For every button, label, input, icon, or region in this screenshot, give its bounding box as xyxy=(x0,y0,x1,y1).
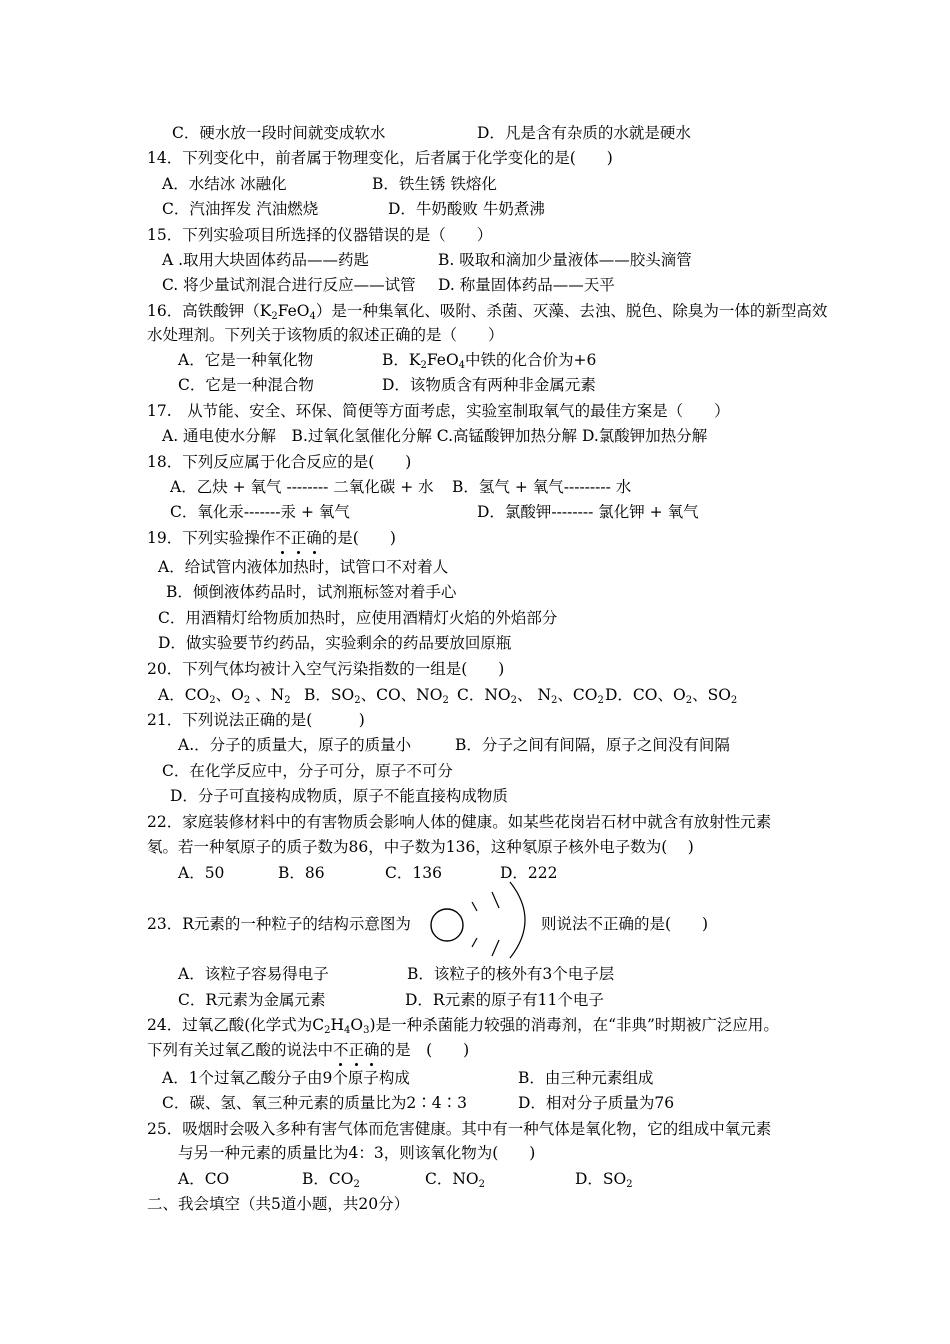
q22-option-c: C．136 xyxy=(385,864,442,882)
electron-shell-1-upper xyxy=(472,902,477,911)
q25-option-a: A．CO xyxy=(178,1170,230,1188)
q25-stem: 25．吸烟时会吸入多种有害气体而危害健康。其中有一种气体是氧化物，它的组成中氧元素 xyxy=(147,1120,772,1138)
q16-option-c: C．它是一种混合物 xyxy=(178,376,314,394)
q16-option-d: D．该物质含有两种非金属元素 xyxy=(382,376,596,394)
q21-option-b: B．分子之间有间隔，原子之间没有间隔 xyxy=(455,736,730,754)
q22-option-d: D．222 xyxy=(500,864,558,882)
nucleus-circle xyxy=(431,909,463,941)
q13-option-c: C．硬水放一段时间就变成软水 xyxy=(172,124,386,142)
q14-option-a: A．水结冰 冰融化 xyxy=(162,175,287,193)
q22-option-b: B．86 xyxy=(278,864,325,882)
emphasis-char: 确 xyxy=(306,529,322,547)
q25-option-c: C．$NO_2$ xyxy=(425,1170,486,1190)
electron-shell-3 xyxy=(510,882,525,958)
q25-stem-line2: 与另一种元素的质量比为4：3，则该氧化物为( ) xyxy=(178,1144,536,1162)
electron-shell-2-upper xyxy=(492,892,499,908)
q23-option-a: A．该粒子容易得电子 xyxy=(178,965,329,983)
q21-option-a: A.．分子的质量大，原子的质量小 xyxy=(178,736,412,754)
q19-option-d: D．做实验要节约药品，实验剩余的药品要放回原瓶 xyxy=(158,634,512,652)
q16-option-a: A．它是一种氧化物 xyxy=(178,351,314,369)
q14-option-b: B．铁生锈 铁熔化 xyxy=(372,175,497,193)
q20-stem: 20．下列气体均被计入空气污染指数的一组是( ) xyxy=(147,660,505,678)
q18-stem: 18．下列反应属于化合反应的是( ) xyxy=(147,453,412,471)
q22-option-a: A．50 xyxy=(178,864,225,882)
emphasis-char: 正 xyxy=(348,1041,365,1059)
q21-option-c: C．在化学反应中，分子可分，原子不可分 xyxy=(162,762,453,780)
atom-structure-diagram xyxy=(428,880,538,960)
electron-shell-2-lower xyxy=(492,940,499,956)
q15-option-d: D. 称量固体药品——天平 xyxy=(438,276,615,294)
q21-option-d: D．分子可直接构成物质，原子不能直接构成物质 xyxy=(170,787,508,805)
q14-option-d: D．牛奶酸败 牛奶煮沸 xyxy=(388,200,545,218)
q24-stem-line2: 下列有关过氧乙酸的说法中不正确的是 ( ) xyxy=(147,1041,470,1059)
q23-stem: 23．R元素的一种粒子的结构示意图为 xyxy=(147,915,411,933)
q19-stem: 19．下列实验操作不正确的是( ) xyxy=(147,529,396,547)
q15-option-b: B. 吸取和滴加少量液体——胶头滴管 xyxy=(438,251,692,269)
q17-stem: 17. 从节能、安全、环保、简便等方面考虑，实验室制取氧气的最佳方案是（ ） xyxy=(147,402,730,420)
q21-stem: 21．下列说法正确的是( ) xyxy=(147,711,365,729)
q23-option-d: D．R元素的原子有11个电子 xyxy=(405,991,604,1009)
q24-option-a: A．1个过氧乙酸分子由9个原子构成 xyxy=(162,1069,410,1087)
q19-option-b: B．倾倒液体药品时，试剂瓶标签对着手心 xyxy=(166,583,457,601)
q15-option-c: C. 将少量试剂混合进行反应——试管 xyxy=(162,276,416,294)
emphasis-char: 不 xyxy=(275,529,291,547)
q18-option-c: C．氧化汞-------汞 + 氧气 xyxy=(170,503,350,521)
q20-option-b: B．$SO_2$、CO、$NO_2$ xyxy=(304,686,449,706)
q14-stem: 14．下列变化中，前者属于物理变化，后者属于化学变化的是( ) xyxy=(147,149,613,167)
q23-option-b: B．该粒子的核外有3个电子层 xyxy=(407,965,615,983)
q18-option-d: D．氯酸钾-------- 氯化钾 + 氧气 xyxy=(477,503,699,521)
q23-stem-tail: 则说法不正确的是( ) xyxy=(541,915,709,933)
q22-stem-line2: 氡。若一种氡原子的质子数为86，中子数为136，这种氡原子核外电子数为( ) xyxy=(147,838,694,856)
q17-options: A. 通电使水分解 B.过氧化氢催化分解 C.高锰酸钾加热分解 D.氯酸钾加热分解 xyxy=(162,427,708,445)
q18-option-b: B．氢气 + 氧气--------- 水 xyxy=(452,478,632,496)
q16-stem: 16．高铁酸钾$(K_2FeO_4)$是一种集氧化、吸附、杀菌、灭藻、去浊、脱色、除臭为一体的新型高效 xyxy=(147,302,828,322)
q13-option-d: D．凡是含有杂质的水就是硬水 xyxy=(477,124,691,142)
q14-option-c: C．汽油挥发 汽油燃烧 xyxy=(162,200,319,218)
q25-option-b: B．$CO_2$ xyxy=(302,1170,360,1190)
q22-stem: 22．家庭装修材料中的有害物质会影响人体的健康。如某些花岗岩石材中就含有放射性元素 xyxy=(147,813,772,831)
q24-option-b: B．由三种元素组成 xyxy=(518,1069,654,1087)
section-heading: 二、我会填空（共5道小题，共20分） xyxy=(147,1195,410,1213)
emphasis-char: 不 xyxy=(333,1041,349,1059)
q24-option-d: D．相对分子质量为76 xyxy=(518,1094,675,1112)
q20-option-a: A．$CO_2$、$O_2$ 、$N_2$ xyxy=(158,686,291,706)
q15-option-a: A .取用大块固体药品——药匙 xyxy=(162,251,370,269)
q23-option-c: C．R元素为金属元素 xyxy=(178,991,326,1009)
q19-option-c: C．用酒精灯给物质加热时，应使用酒精灯火焰的外焰部分 xyxy=(158,609,558,627)
emphasis-char: 确 xyxy=(364,1041,380,1059)
q16-stem-line2: 水处理剂。下列关于该物质的叙述正确的是（ ） xyxy=(147,326,504,344)
q19-option-a: A．给试管内液体加热时，试管口不对着人 xyxy=(158,558,449,576)
electron-shell-1-lower xyxy=(472,938,477,947)
q20-option-d: D．CO、$O_2$、$SO_2$ xyxy=(605,686,738,706)
emphasis-char: 正 xyxy=(290,529,307,547)
q18-option-a: A．乙炔 + 氧气 -------- 二氧化碳 + 水 xyxy=(170,478,434,496)
q24-stem: 24．过氧乙酸(化学式为$C_2H_4O_3$)是一种杀菌能力较强的消毒剂，在“非典”时期被广泛应用。 xyxy=(147,1016,779,1036)
q25-option-d: D．$SO_2$ xyxy=(575,1170,633,1190)
q15-stem: 15．下列实验项目所选择的仪器错误的是（ ） xyxy=(147,226,493,244)
q20-option-c: C．$NO_2$、 $N_2$、$CO_2$ xyxy=(457,686,604,706)
q16-option-b: B．$K_2FeO_4$中铁的化合价为+6 xyxy=(382,351,597,371)
q24-option-c: C．碳、氢、氧三种元素的质量比为2∶4∶3 xyxy=(162,1094,467,1112)
